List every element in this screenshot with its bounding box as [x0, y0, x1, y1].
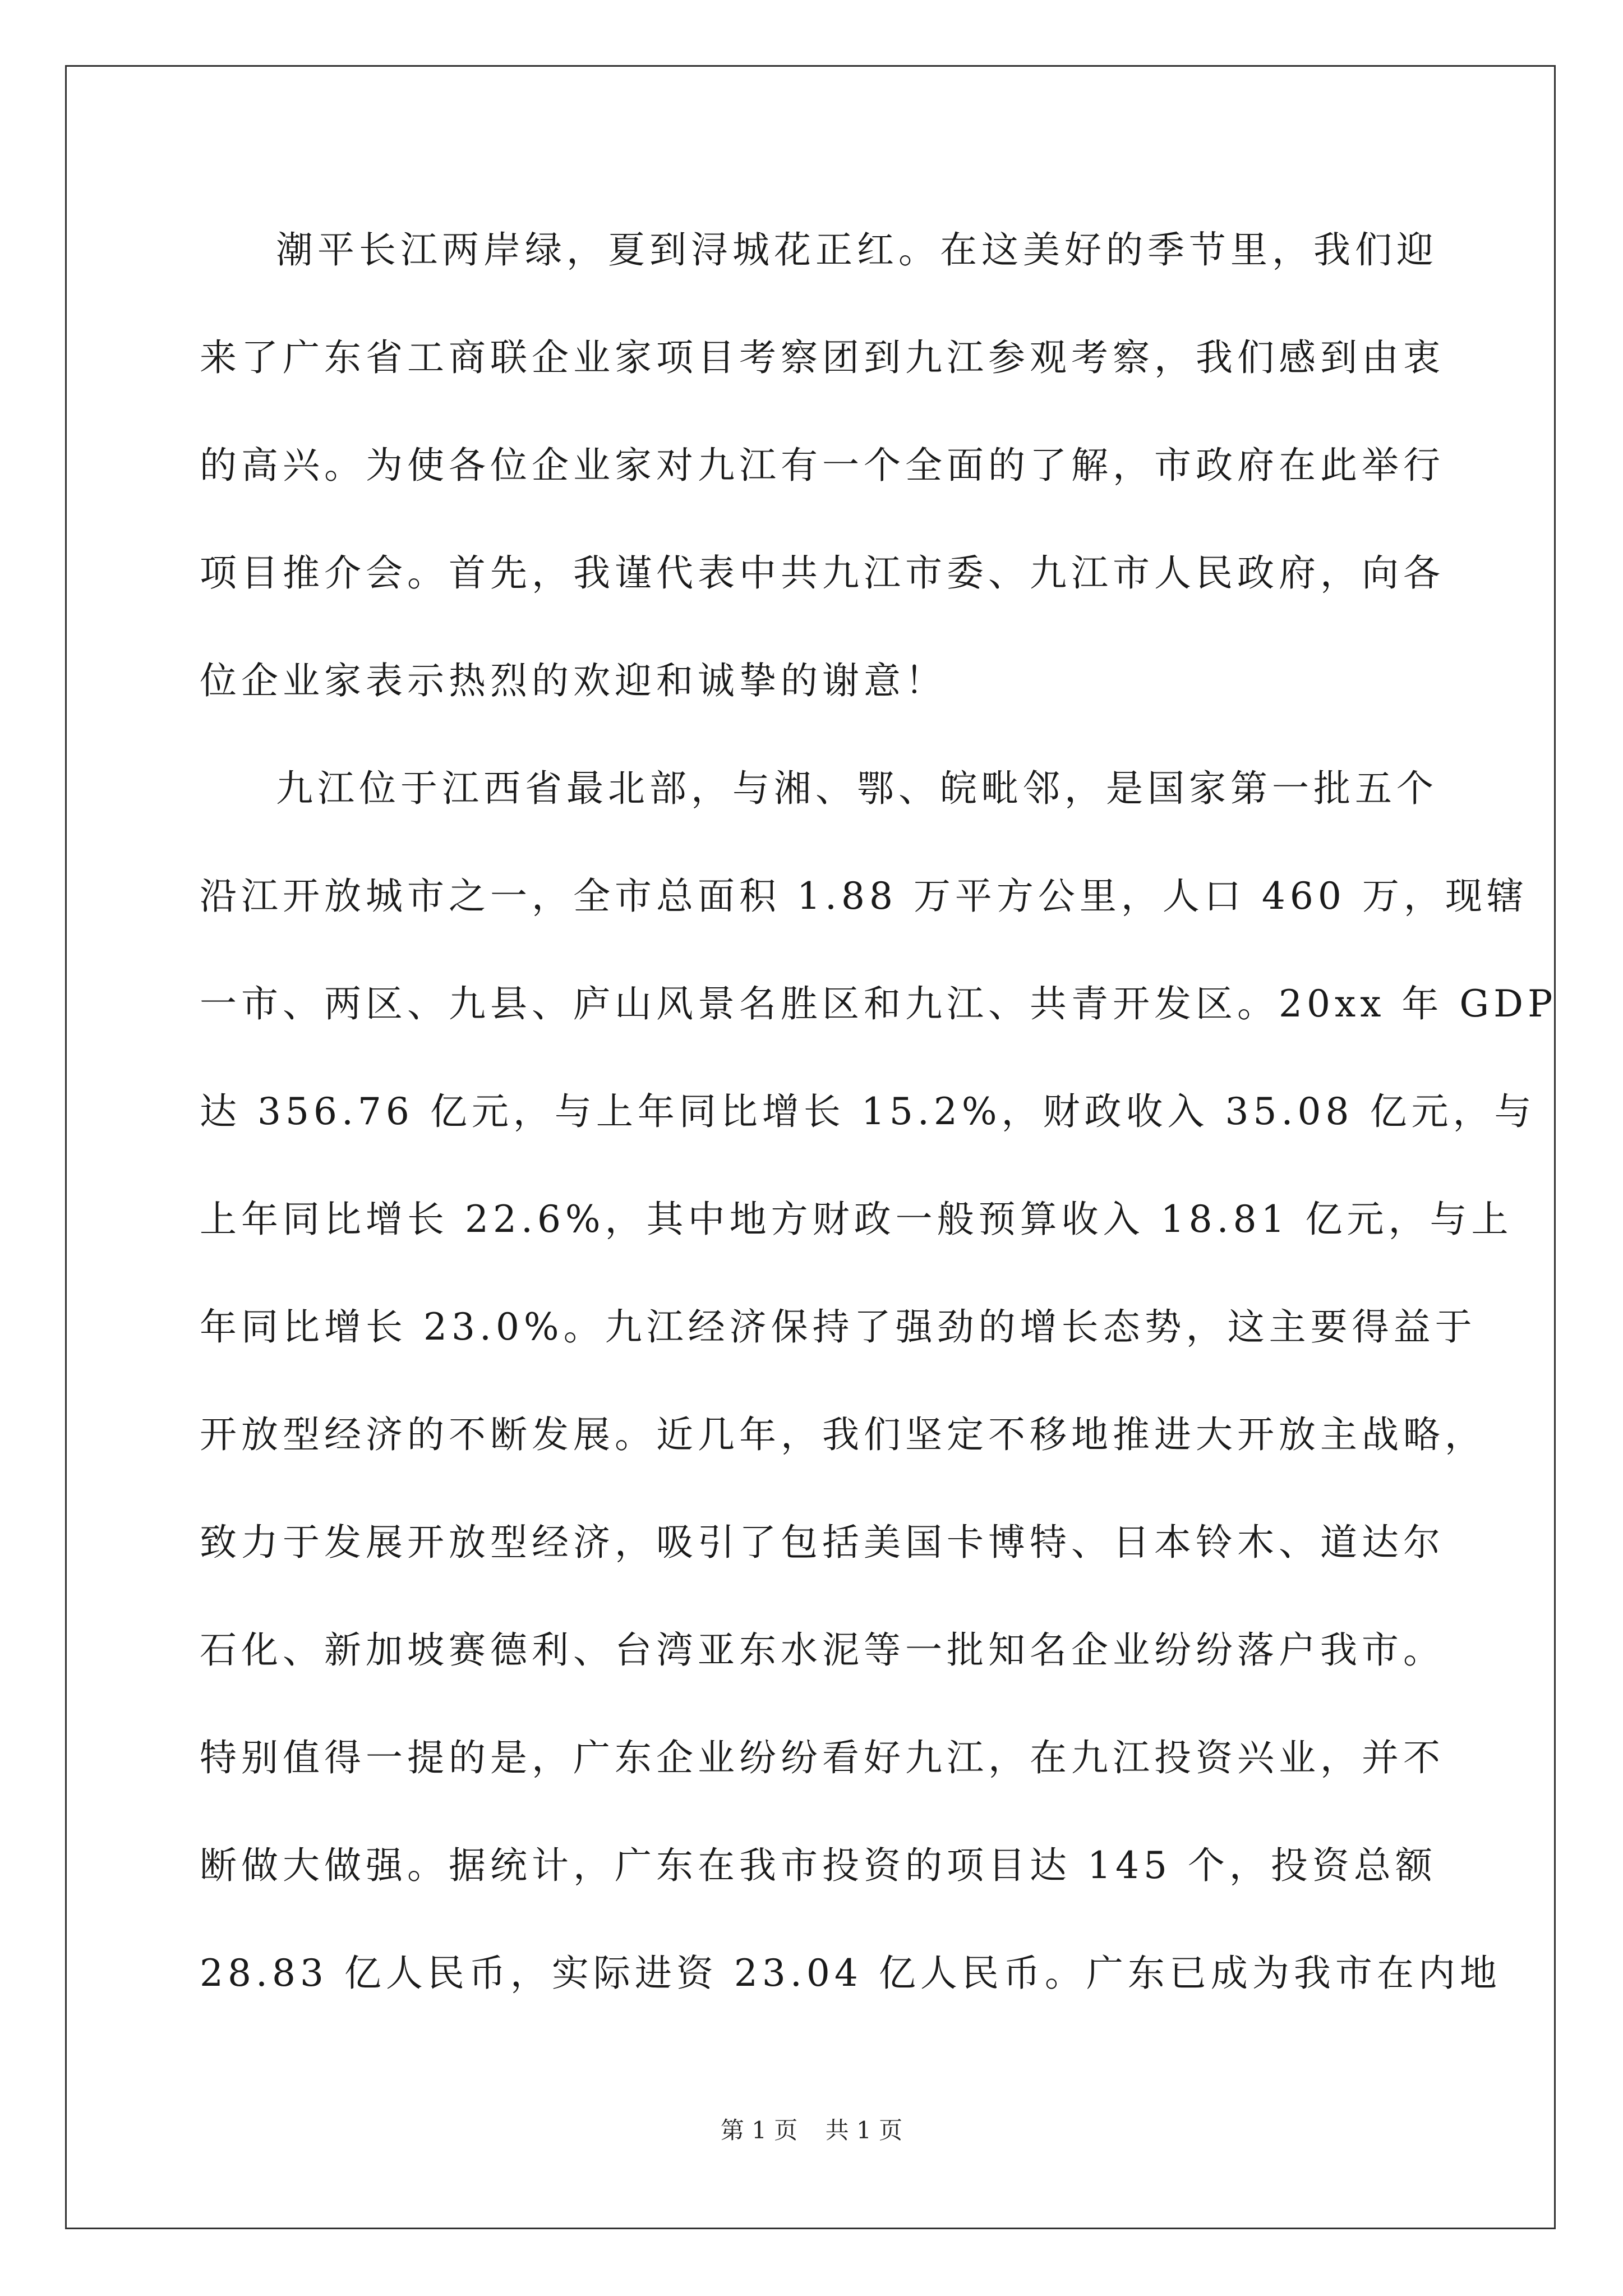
page-total: 共 1 页 [825, 2116, 903, 2144]
page-number: 第 1 页 [720, 2116, 798, 2144]
paragraph-2-line-11: 断做大做强。据统计，广东在我市投资的项目达 145 个，投资总额 [200, 1844, 1437, 1887]
paragraph-2-line-3: 一市、两区、九县、庐山风景名胜区和九江、共青开发区。20xx 年 GDP [200, 982, 1557, 1025]
paragraph-2-line-5: 上年同比增长 22.6%，其中地方财政一般预算收入 18.81 亿元，与上 [200, 1198, 1513, 1241]
paragraph-2-line-8: 致力于发展开放型经济，吸引了包括美国卡博特、日本铃木、道达尔 [200, 1521, 1445, 1564]
paragraph-2-line-12: 28.83 亿人民币，实际进资 23.04 亿人民币。广东已成为我市在内地 [200, 1952, 1501, 1995]
page-footer [0, 2114, 1623, 2147]
paragraph-2-line-4: 达 356.76 亿元，与上年同比增长 15.2%，财政收入 35.08 亿元，与 [200, 1090, 1536, 1133]
paragraph-2-line-9: 石化、新加坡赛德利、台湾亚东水泥等一批知名企业纷纷落户我市。 [200, 1628, 1445, 1672]
paragraph-2-line-6: 年同比增长 23.0%。九江经济保持了强劲的增长态势，这主要得益于 [200, 1305, 1477, 1349]
paragraph-2-line-7: 开放型经济的不断发展。近几年，我们坚定不移地推进大开放主战略， [200, 1413, 1486, 1456]
paragraph-2-line-1: 九江位于江西省最北部，与湘、鄂、皖毗邻，是国家第一批五个 [276, 767, 1438, 810]
paragraph-1-line-3: 的高兴。为使各位企业家对九江有一个全面的了解，市政府在此举行 [200, 444, 1445, 487]
paragraph-1-line-5: 位企业家表示热烈的欢迎和诚挚的谢意！ [200, 659, 947, 702]
paragraph-1-line-1: 潮平长江两岸绿，夏到浔城花正红。在这美好的季节里，我们迎 [276, 228, 1438, 272]
document-body [200, 211, 1557, 2042]
paragraph-2-line-2: 沿江开放城市之一，全市总面积 1.88 万平方公里，人口 460 万，现辖 [200, 875, 1528, 918]
paragraph-1-line-2: 来了广东省工商联企业家项目考察团到九江参观考察，我们感到由衷 [200, 336, 1445, 379]
paragraph-1-line-4: 项目推介会。首先，我谨代表中共九江市委、九江市人民政府，向各 [200, 551, 1445, 595]
paragraph-2-line-10: 特别值得一提的是，广东企业纷纷看好九江，在九江投资兴业，并不 [200, 1736, 1445, 1779]
